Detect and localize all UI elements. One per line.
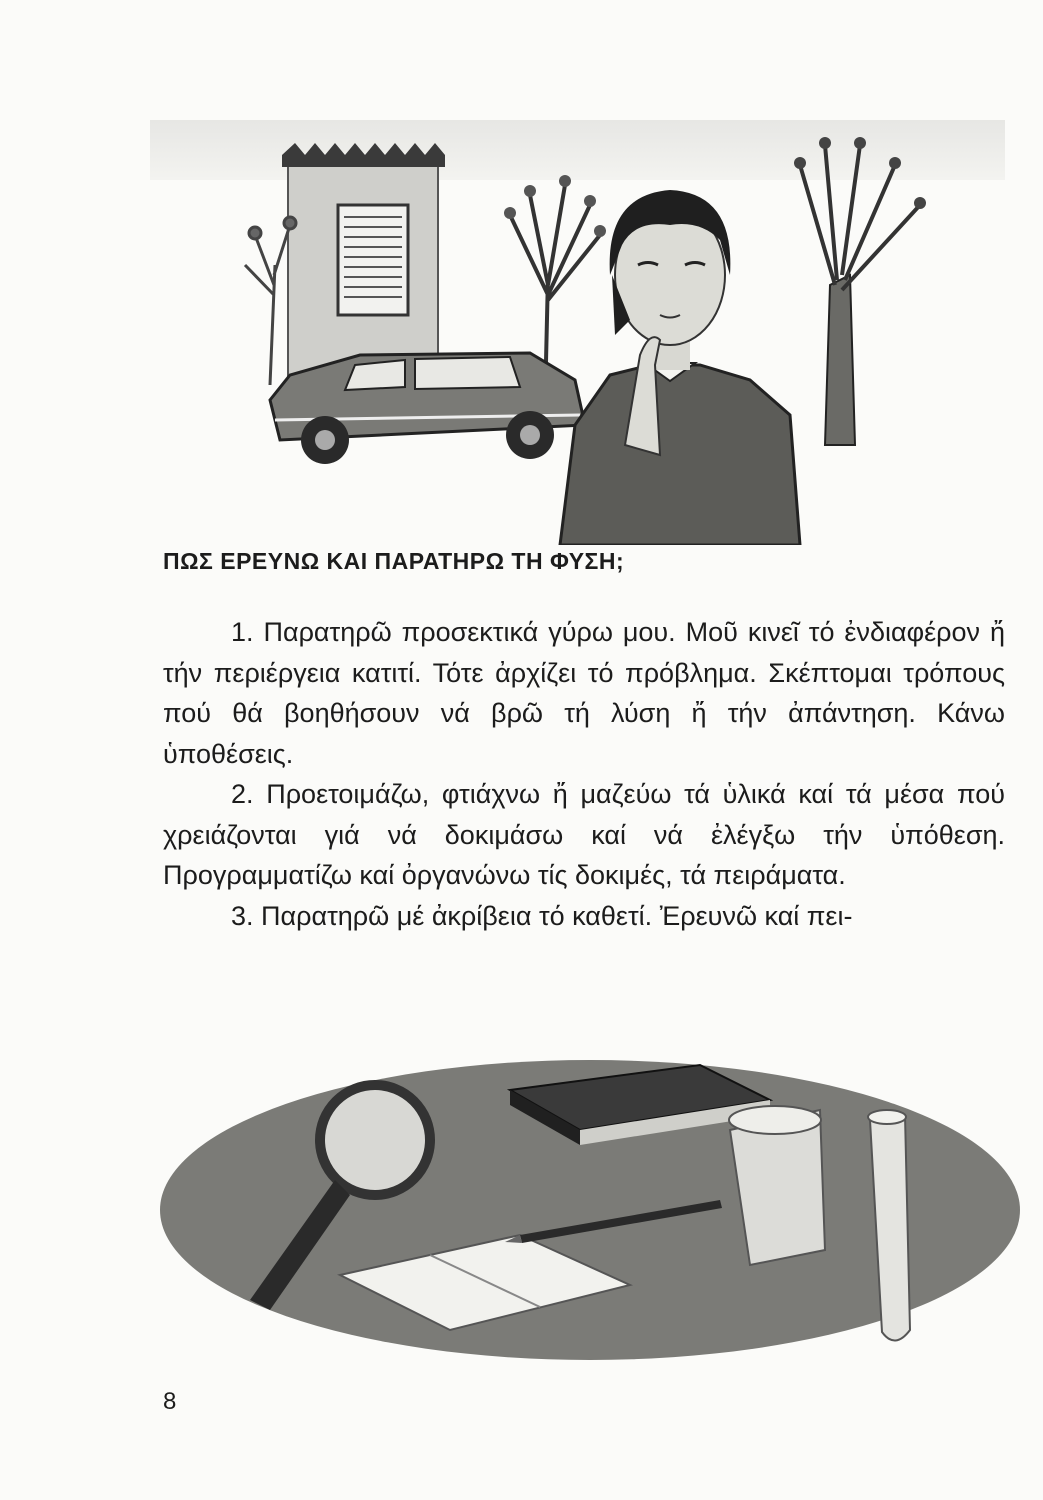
section-heading: ΠΩΣ ΕΡΕΥΝΩ ΚΑΙ ΠΑΡΑΤΗΡΩ ΤΗ ΦΥΣΗ; <box>163 548 625 574</box>
girl <box>560 190 800 545</box>
paragraph-prepare: 2. Προετοιμάζω, φτιάχνω ἤ μαζεύω τά ὑλικά καί τά μέσα πού χρειάζονται γιά νά δοκιμάσω καί νά ἐλέγξω τήν ὑπόθεση. Προγραμματίζω καί ὀργανώνω τίς δοκιμές, τά πειράματα. <box>163 779 1005 890</box>
body-text <box>163 612 1005 936</box>
car <box>270 353 585 464</box>
research-tools-illustration <box>160 1060 1020 1360</box>
page-number: 8 <box>163 1388 177 1415</box>
girl-thinking-illustration <box>230 125 930 545</box>
tree-right <box>794 137 926 445</box>
paragraph-observe: 1. Παρατηρῶ προσεκτικά γύρω μου. Μοῦ κινεῖ τό ἐνδιαφέρον ἤ τήν περιέργεια κατιτί. Τότε ἀρχίζει τό πρόβλημα. Σκέπτομαι τρόπους πού θά βοηθήσουν νά βρῶ τή λύση ἤ τήν ἀπάντηση. Κάνω ὑποθέσεις. <box>163 617 1005 769</box>
paragraph-examine: 3. Παρατηρῶ μέ ἀκρίβεια τό καθετί. Ἐρευνῶ καί πει- <box>231 900 853 931</box>
